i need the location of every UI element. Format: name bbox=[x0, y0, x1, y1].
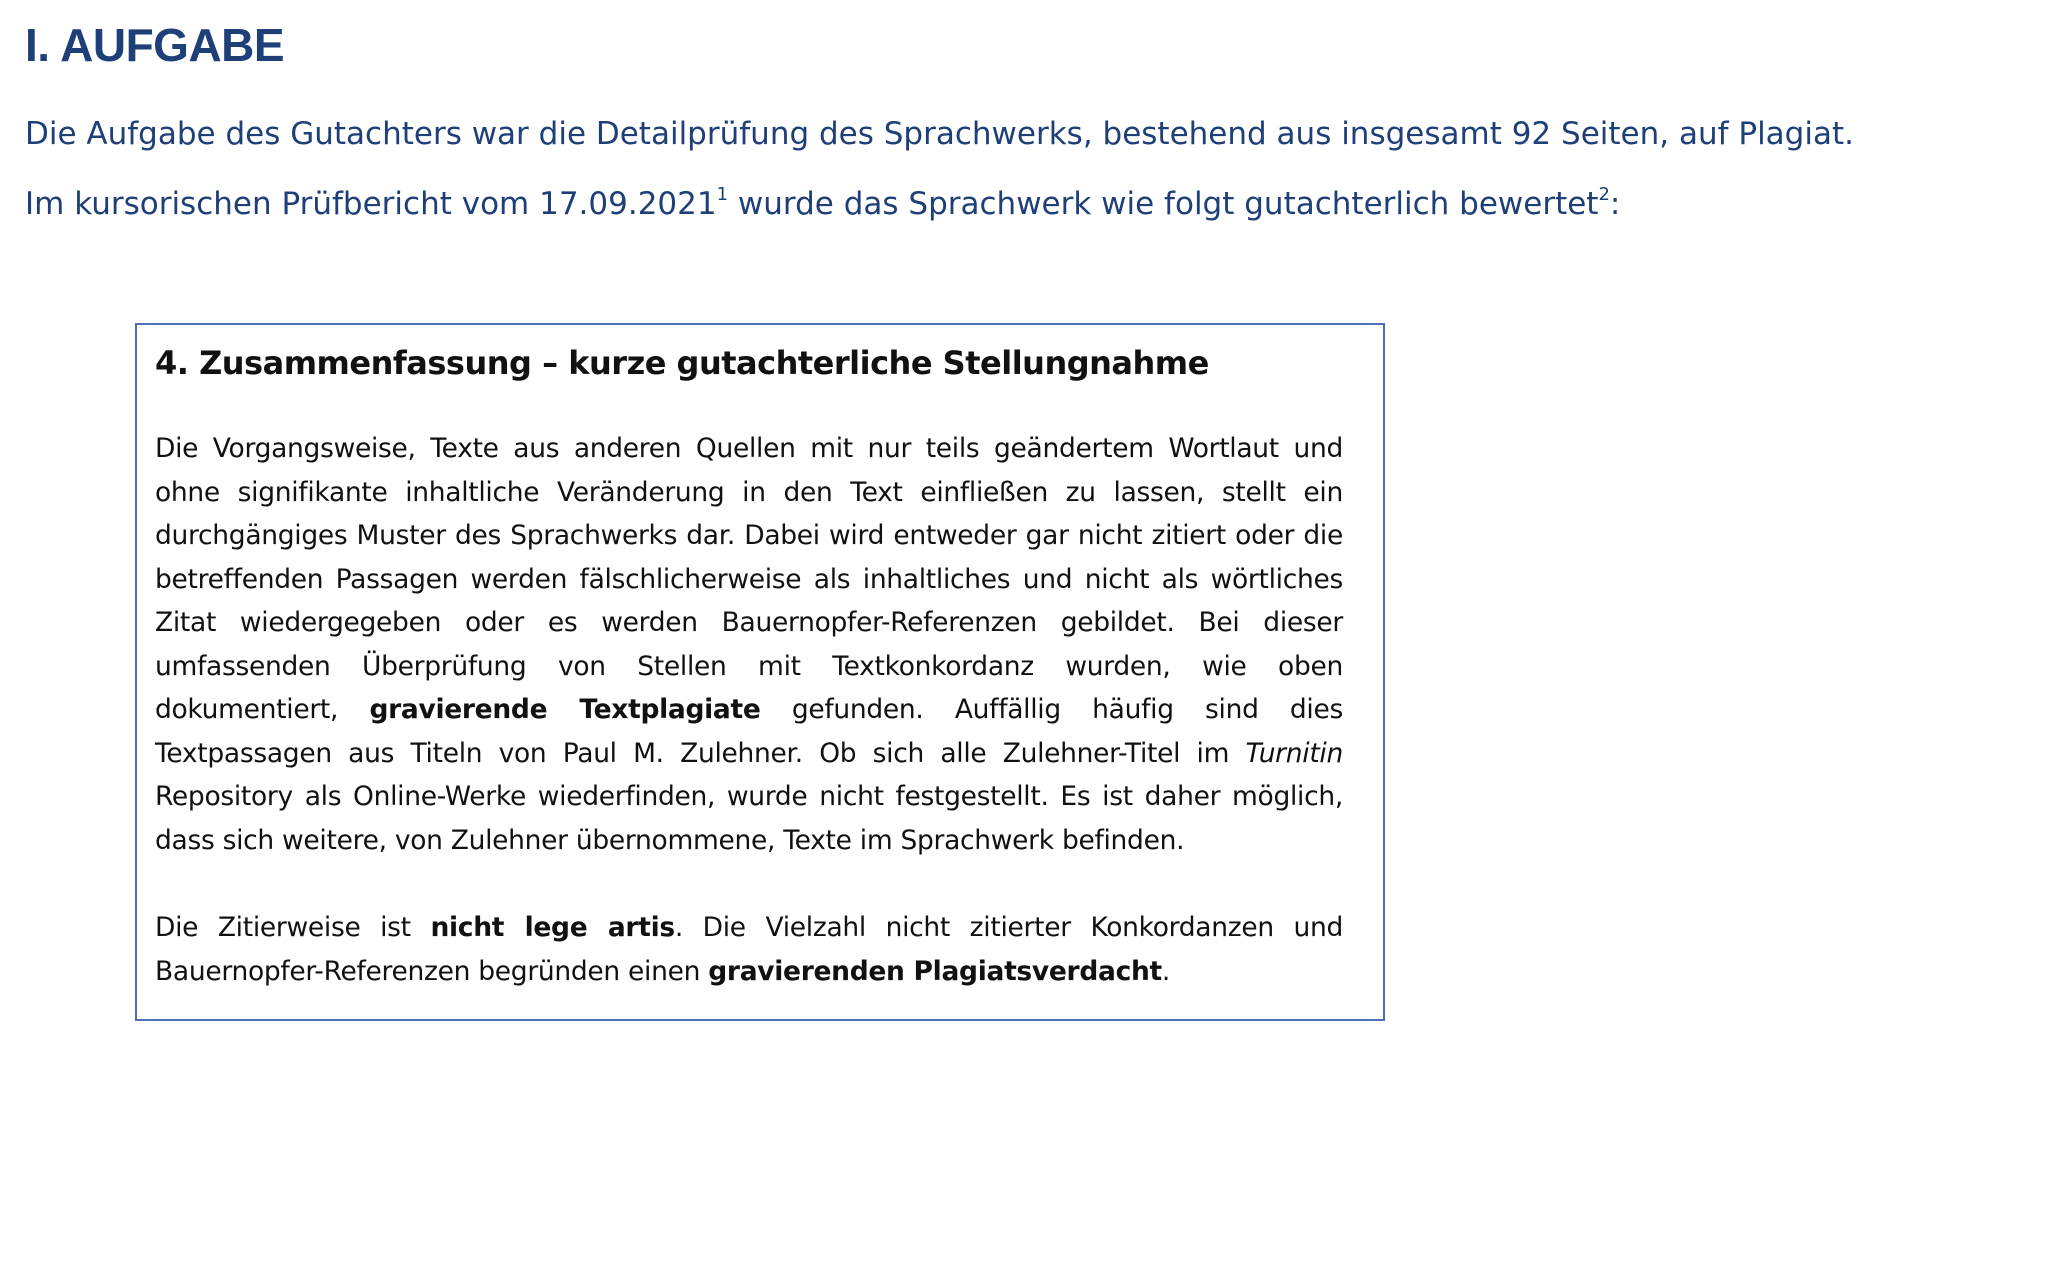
intro-report-text-3: : bbox=[1609, 186, 1621, 222]
findings-text-3: Repository als Online-Werke wiederfinden, wurde nicht festgestellt. Es ist daher möglich, dass sich weitere, von Zulehner übernommene, Texte im Sprachwerk befinden. bbox=[155, 781, 1343, 856]
footnote-ref-1[interactable]: 1 bbox=[716, 184, 729, 205]
quote-paragraph-verdict bbox=[155, 906, 1343, 993]
findings-text-2: gefunden. Auffällig häufig sind dies Textpassagen aus Titeln von Paul M. Zulehner. Ob sich alle Zulehner-Titel im bbox=[155, 694, 1344, 769]
verdict-text-2: . Die Vielzahl nicht zitierter Konkordanzen und Bauernopfer-Referenzen begründen einen bbox=[155, 912, 1343, 987]
findings-emphasis-plagiarism: gravierende Textplagiate bbox=[369, 694, 761, 725]
verdict-emphasis-suspicion: gravierenden Plagiatsverdacht bbox=[708, 955, 1162, 987]
intro-paragraph-task: Die Aufgabe des Gutachters war die Detailprüfung des Sprachwerks, bestehend aus insgesamt 92 Seiten, auf Plagiat. bbox=[25, 116, 1854, 152]
intro-paragraph-report bbox=[25, 186, 1620, 222]
quote-paragraph-findings bbox=[155, 427, 1343, 862]
section-heading: I. AUFGABE bbox=[25, 19, 285, 71]
footnote-ref-2[interactable]: 2 bbox=[1598, 184, 1610, 205]
verdict-text-1: Die Zitierweise ist bbox=[155, 912, 431, 943]
verdict-emphasis-lege-artis: nicht lege artis bbox=[430, 912, 675, 943]
intro-report-text-1: Im kursorischen Prüfbericht vom 17.09.2021 bbox=[25, 186, 717, 222]
intro-report-text-2: wurde das Sprachwerk wie folgt gutachterlich bewertet bbox=[728, 186, 1599, 222]
quoted-summary-box bbox=[135, 323, 1385, 1021]
verdict-text-3: . bbox=[1161, 955, 1171, 987]
findings-turnitin: Turnitin bbox=[1245, 737, 1343, 769]
quote-title: 4. Zusammenfassung – kurze gutachterliche Stellungnahme bbox=[155, 344, 1209, 382]
findings-text-1: Die Vorgangsweise, Texte aus anderen Quellen mit nur teils geändertem Wortlaut und ohne signifikante inhaltliche Veränderung in den Text einfließen zu lassen, stellt ein durchgängiges Muster des Sprachwerks dar. Dabei wird entweder gar nicht zitiert oder die betreffenden Passagen werden fälschlicherweise als inhaltliches und nicht als wörtliches Zitat wiedergegeben oder es werden Bauernopfer-Referenzen gebildet. Bei dieser umfassenden Überprüfung von Stellen mit Textkonkordanz wurden, wie oben dokumentiert, bbox=[155, 433, 1343, 725]
